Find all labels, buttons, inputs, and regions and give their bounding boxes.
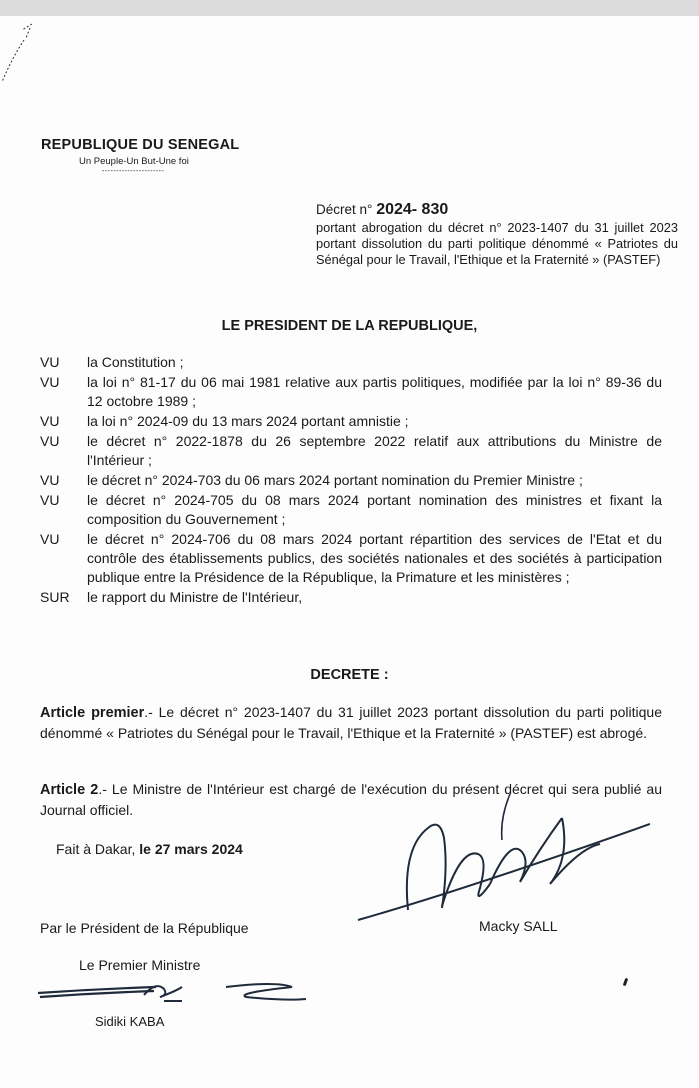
visa-text: le décret n° 2024-706 du 08 mars 2024 portant répartition des services de l'Etat et du contrôle des établissements publics, des sociétés nationales et des sociétés à participation publique entre la Présidence de la République, la Primature et les ministères ;	[87, 531, 662, 585]
visa-text: le rapport du Ministre de l'Intérieur,	[87, 589, 303, 605]
article-first	[40, 702, 662, 743]
article-separator: .-	[144, 704, 159, 720]
article-label: Article 2	[40, 782, 99, 798]
article-separator: .-	[98, 781, 112, 797]
signing-date: le 27 mars 2024	[139, 841, 243, 857]
president-name: Macky SALL	[479, 918, 558, 934]
president-signature	[350, 788, 650, 928]
article-text: Le Ministre de l'Intérieur est chargé de l'exécution du présent décret qui sera publié au Journal officiel.	[40, 781, 662, 818]
visa-text: le décret n° 2024-703 du 06 mars 2024 portant nomination du Premier Ministre ;	[87, 472, 583, 488]
prime-minister-signature	[36, 975, 326, 1015]
visa-item	[40, 530, 662, 587]
visa-marker: VU	[40, 531, 60, 547]
state-name: REPUBLIQUE DU SENEGAL	[41, 137, 240, 153]
decrete-heading: DECRETE :	[310, 667, 389, 683]
visa-item	[40, 491, 662, 529]
visa-item	[40, 353, 662, 372]
visa-item	[40, 471, 662, 490]
visa-marker: VU	[40, 413, 60, 429]
decree-prefix: Décret n°	[316, 202, 373, 217]
visas-list	[40, 353, 662, 608]
visa-marker: VU	[40, 433, 60, 449]
visa-marker: VU	[40, 492, 60, 508]
article-text: Le décret n° 2023-1407 du 31 juillet 2023 portant dissolution du parti politique dénommé « Patriotes du Sénégal pour le Travail, l'Ethique et la Fraternité » (PASTEF) est abrogé.	[40, 704, 662, 741]
corner-scribble	[0, 18, 40, 88]
visa-item	[40, 373, 662, 411]
prime-minister-name: Sidiki KABA	[95, 1014, 165, 1029]
visa-marker: VU	[40, 354, 60, 370]
countersign-intro: Par le Président de la République	[40, 920, 249, 936]
visa-item	[40, 412, 662, 431]
visa-marker: VU	[40, 472, 60, 488]
visa-item-report	[40, 588, 662, 607]
motto-rule: ----------------------	[102, 168, 165, 175]
visa-marker: VU	[40, 374, 60, 390]
place: Fait à Dakar,	[56, 841, 140, 857]
visa-text: la Constitution ;	[87, 354, 184, 370]
top-band	[0, 0, 699, 16]
prime-minister-title: Le Premier Ministre	[79, 957, 201, 973]
decree-reference	[316, 201, 678, 268]
place-date-line	[56, 841, 243, 857]
decree-number: 2024- 830	[376, 201, 449, 218]
state-motto: Un Peuple-Un But-Une foi	[79, 156, 189, 167]
visa-item	[40, 432, 662, 470]
decree-number-line	[316, 201, 678, 219]
visa-text: le décret n° 2022-1878 du 26 septembre 2022 relatif aux attributions du Ministre de l'Intérieur ;	[87, 433, 662, 468]
visa-text: la loi n° 2024-09 du 13 mars 2024 portant amnistie ;	[87, 413, 409, 429]
president-heading: LE PRESIDENT DE LA REPUBLIQUE,	[221, 318, 478, 334]
decree-subject: portant abrogation du décret n° 2023-1407 du 31 juillet 2023 portant dissolution du parti politique dénommé « Patriotes du Sénégal pour le Travail, l'Ethique et la Fraternité » (PASTEF)	[316, 220, 678, 267]
article-label: Article premier	[40, 705, 145, 721]
visa-text: la loi n° 81-17 du 06 mai 1981 relative aux partis politiques, modifiée par la loi n° 89-36 du 12 octobre 1989 ;	[87, 374, 662, 409]
visa-text: le décret n° 2024-705 du 08 mars 2024 portant nomination des ministres et fixant la composition du Gouvernement ;	[87, 492, 662, 527]
visa-marker: SUR	[40, 589, 70, 605]
